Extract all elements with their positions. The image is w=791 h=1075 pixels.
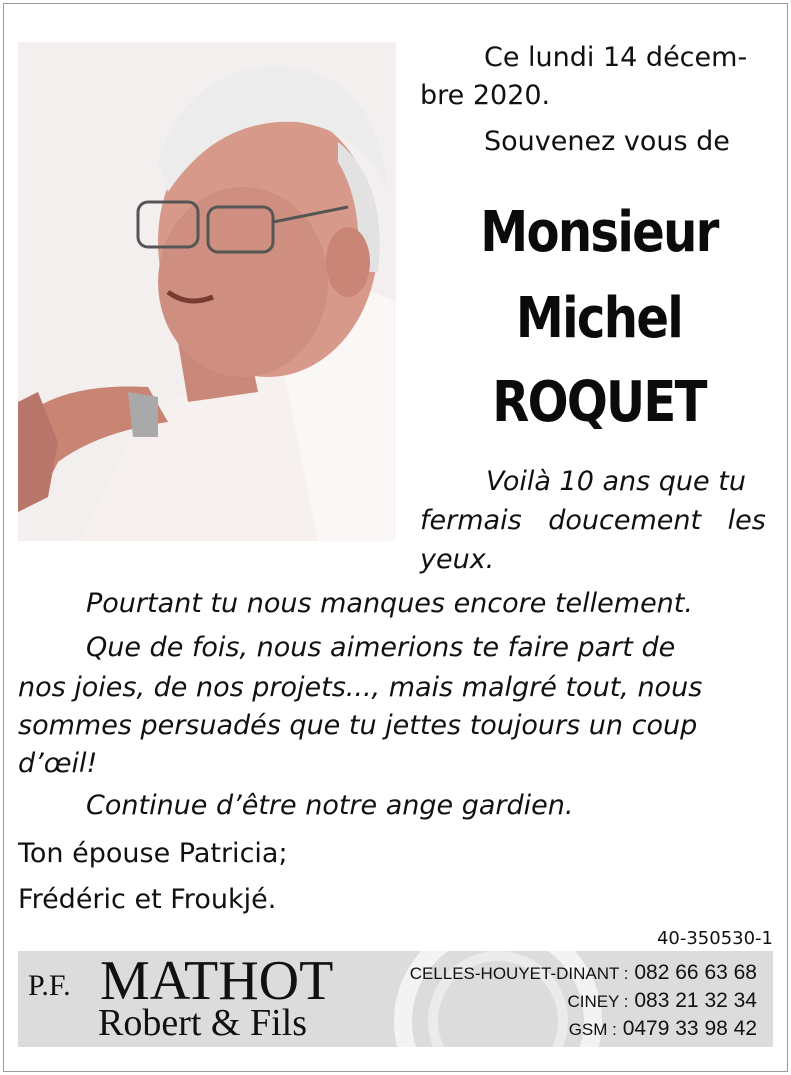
contact-label: CINEY : xyxy=(567,992,629,1011)
reference-number: 40-350530-1 xyxy=(656,928,773,949)
message-line: fermais doucement les xyxy=(420,505,766,536)
funeral-home-subtitle: Robert & Fils xyxy=(98,1002,308,1044)
contact-phone[interactable]: 082 66 63 68 xyxy=(634,961,757,984)
contact-phone[interactable]: 083 21 32 34 xyxy=(634,989,757,1012)
message-line: sommes persuadés que tu jettes toujours un coup xyxy=(18,710,698,741)
portrait-photo xyxy=(18,42,396,541)
date-line-2: bre 2020. xyxy=(420,80,551,111)
contact-line xyxy=(569,1015,757,1044)
remember-line: Souvenez vous de xyxy=(484,126,730,157)
deceased-title: Monsieur xyxy=(480,200,718,265)
signature-line: Ton épouse Patricia; xyxy=(18,838,288,869)
contact-line xyxy=(410,959,757,988)
contact-label: CELLES-HOUYET-DINANT : xyxy=(409,964,629,983)
funeral-home-name: MATHOT xyxy=(100,951,334,1012)
contact-line xyxy=(567,987,757,1016)
funeral-home-prefix: P.F. xyxy=(28,969,71,1002)
date-line-1: Ce lundi 14 décem- xyxy=(484,42,748,73)
deceased-last-name: ROQUET xyxy=(492,370,706,435)
message-line: Que de fois, nous aimerions te faire part de xyxy=(86,632,676,663)
message-line: Continue d’être notre ange gardien. xyxy=(86,790,574,821)
signature-line: Frédéric et Froukjé. xyxy=(18,884,277,915)
message-line: yeux. xyxy=(420,544,495,575)
contact-phone[interactable]: 0479 33 98 42 xyxy=(622,1017,757,1040)
deceased-first-name: Michel xyxy=(515,286,683,351)
funeral-home-banner xyxy=(18,951,773,1047)
contact-label: GSM : xyxy=(568,1020,617,1039)
message-line: Voilà 10 ans que tu xyxy=(486,466,746,497)
message-line: nos joies, de nos projets..., mais malgré tout, nous xyxy=(18,672,703,703)
message-line: Pourtant tu nous manques encore tellement. xyxy=(86,588,693,619)
message-line: d’œil! xyxy=(18,748,98,779)
